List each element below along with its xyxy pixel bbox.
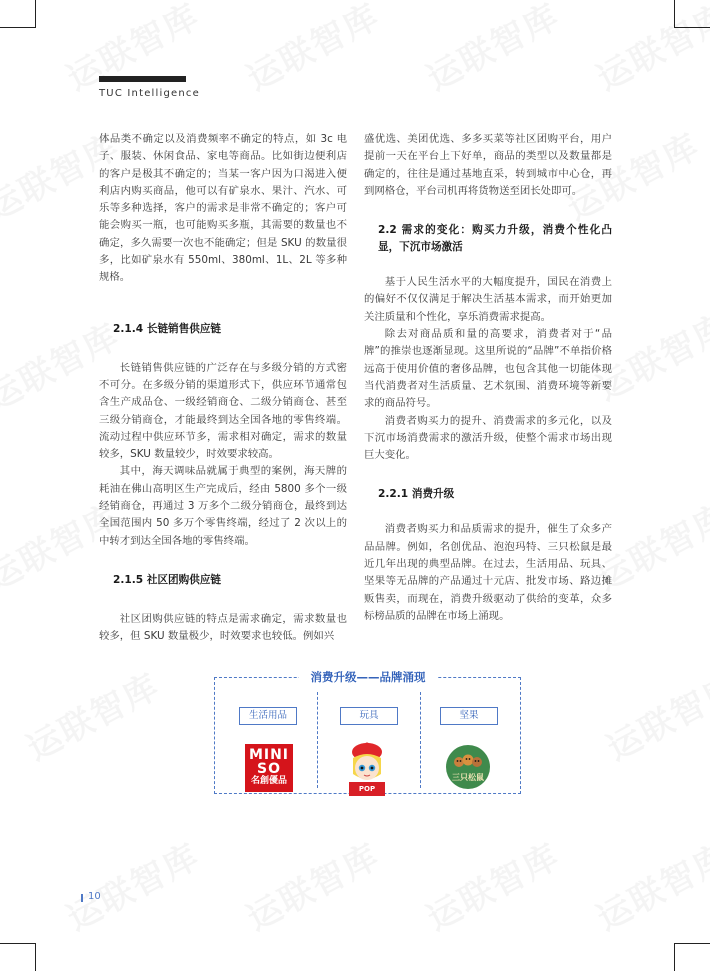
left-column (99, 131, 347, 646)
brand-name: TUC Intelligence (99, 88, 200, 99)
crop-mark (35, 0, 36, 28)
miniso-logo (245, 744, 293, 792)
watermark (57, 0, 207, 100)
section-heading: 2.2 需求的变化：购买力升级，消费个性化凸显，下沉市场激活 (378, 224, 612, 254)
category-label: 玩具 (340, 707, 398, 725)
paragraph: 基于人民生活水平的大幅度提升，国民在消费上的偏好不仅仅满足于解决生活基本需求，而开始更加关注质量和个性化，享乐消费需求提高。 (364, 276, 612, 323)
paragraph: 其中，海天调味品就属于典型的案例，海天牌的耗油在佛山高明区生产完成后，经由 5800 多个一级经销商仓，再通过 3 万多个二级分销商仓，最终到达全国范围内 50 多万个零售终端，经过了 2 次以上的中转才到达全国各地的零售终端。 (99, 465, 347, 547)
crop-mark (674, 27, 710, 28)
watermark (587, 0, 710, 100)
miniso-logo-cn: 名創優品 (250, 776, 287, 786)
page-number: 10 (88, 891, 101, 902)
watermark (587, 829, 710, 940)
watermark (57, 829, 207, 940)
watermark (597, 659, 710, 770)
paragraph: 盛优选、美团优选、多多买菜等社区团购平台，用户提前一天在平台上下好单，商品的类型以及数量都是确定的，往往是通过基地直采，转到城市中心仓，再到网格仓，平台司机再将货物送至团长处即可。 (364, 133, 612, 197)
category-label: 坚果 (440, 707, 498, 725)
page-number-marker (81, 894, 83, 902)
miniso-logo-text: MINI (248, 747, 290, 763)
crop-mark (0, 943, 36, 944)
crop-mark (674, 943, 675, 971)
figure-divider (317, 692, 318, 788)
paragraph: 除去对商品质和量的高要求，消费者对于“品牌”的推崇也逐渐显现。这里所说的“品牌”不单指价格远高于使用价值的奢侈品牌，也包含其他一切能体现当代消费者对生活质量、艺术氛围、消费环境等新要求的商品符号。 (364, 328, 612, 410)
right-column (364, 131, 612, 625)
watermark (417, 0, 567, 100)
section-heading: 2.2.1 消费升级 (378, 488, 455, 501)
popmart-logo-text: POP MART (355, 785, 379, 805)
miniso-logo-text: SO (257, 761, 281, 777)
section-heading: 2.1.5 社区团购供应链 (113, 573, 222, 586)
figure-divider (420, 692, 421, 788)
watermark (237, 829, 387, 940)
section-heading: 2.1.4 长链销售供应链 (113, 322, 222, 335)
crop-mark (674, 0, 675, 28)
paragraph: 体品类不确定以及消费频率不确定的特点，如 3c 电子、服装、休闲食品、家电等商品。比如街边便利店的客户是极其不确定的；当某一客户因为口渴进入便利店内购买商品，他可以有矿泉水、果汁、汽水、可乐等多种选择，客户的需求是非常不确定的；客户可能会购买一瓶，也可能购买多瓶，其需要的数量也不确定，多久需要一次也不能确定；但是 SKU 的数量很多，比如矿泉水有 550ml、380ml、1L、2L 等多种规格。 (99, 133, 347, 284)
three-squirrels-logo (446, 745, 490, 789)
crop-mark (674, 943, 710, 944)
paragraph: 社区团购供应链的特点是需求确定，需求数量也较多，但 SKU 数量极少，时效要求也较低。例如兴 (99, 612, 347, 643)
paragraph: 消费者购买力和品质需求的提升，催生了众多产品品牌。例如，名创优品、泡泡玛特、三只松鼠是最近几年出现的典型品牌。在过去，生活用品、玩具、坚果等无品牌的产品通过十元店、批发市场、路边摊贩售卖，而现在，消费升级驱动了供给的变革，众多标榜品质的品牌在市场上涌现。 (364, 523, 612, 622)
three-squirrels-logo-text: 三只松鼠 (452, 773, 484, 782)
crop-mark (0, 27, 36, 28)
header-bar (99, 76, 186, 82)
watermark (237, 0, 387, 100)
popmart-logo (346, 740, 388, 805)
crop-mark (35, 943, 36, 971)
watermark (17, 659, 167, 770)
paragraph: 长链销售供应链的广泛存在与多级分销的方式密不可分。在多级分销的渠道形式下，供应环节通常包含生产成品仓、一级经销商仓、二级分销商仓、甚至三级分销商仓，才能最终到达全国各地的零售终端。流动过程中供应环节多，需求相对确定，需求的数量较多，SKU 数量较少，时效要求较高。 (99, 361, 347, 461)
figure-title: 消费升级——品牌涌现 (299, 667, 437, 687)
paragraph: 消费者购买力的提升、消费需求的多元化，以及下沉市场消费需求的激活升级，使整个需求市场出现巨大变化。 (364, 414, 612, 462)
category-label: 生活用品 (239, 707, 297, 725)
watermark (417, 829, 567, 940)
